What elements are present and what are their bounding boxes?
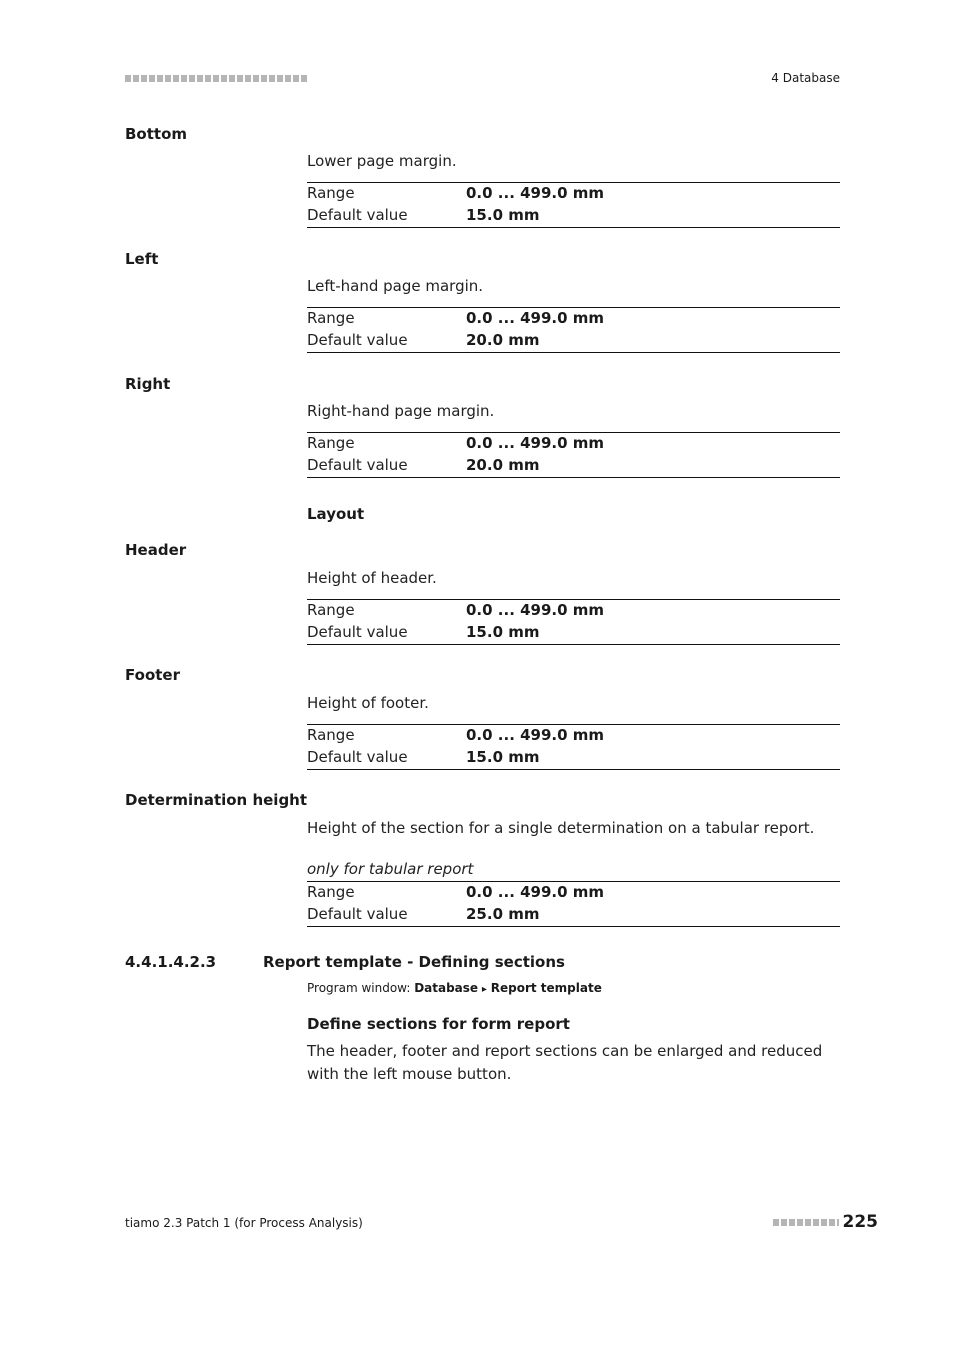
default-value: 15.0 mm xyxy=(466,623,540,641)
table-footer xyxy=(307,724,840,770)
default-label: Default value xyxy=(307,905,408,923)
table-row xyxy=(307,455,840,477)
range-value: 0.0 ... 499.0 mm xyxy=(466,883,605,901)
breadcrumb-prefix: Program window: xyxy=(307,981,411,995)
table-row xyxy=(307,205,840,227)
table-row xyxy=(307,882,840,904)
default-label: Default value xyxy=(307,456,408,474)
table-row xyxy=(307,308,840,330)
term-header: Header xyxy=(125,541,187,559)
table-row xyxy=(307,725,840,747)
breadcrumb-separator-icon: ▸ xyxy=(481,984,487,995)
page-number: 225 xyxy=(842,1212,878,1232)
breadcrumb-database: Database xyxy=(414,981,479,995)
table-row xyxy=(307,904,840,926)
table-row xyxy=(307,433,840,455)
desc-right: Right-hand page margin. xyxy=(307,402,495,420)
layout-heading: Layout xyxy=(307,505,365,523)
default-label: Default value xyxy=(307,331,408,349)
desc-determination-height: Height of the section for a single determination on a tabular report. xyxy=(307,819,815,837)
table-bottom xyxy=(307,182,840,228)
table-row xyxy=(307,183,840,205)
note-tabular-only: only for tabular report xyxy=(307,860,474,878)
range-label: Range xyxy=(307,883,355,901)
range-label: Range xyxy=(307,184,355,202)
term-right: Right xyxy=(125,375,171,393)
term-determination-height: Determination height xyxy=(125,791,308,809)
default-value: 15.0 mm xyxy=(466,206,540,224)
default-value: 20.0 mm xyxy=(466,456,540,474)
table-right xyxy=(307,432,840,478)
table-row xyxy=(307,600,840,622)
breadcrumb xyxy=(307,981,602,995)
default-label: Default value xyxy=(307,748,408,766)
range-label: Range xyxy=(307,309,355,327)
range-value: 0.0 ... 499.0 mm xyxy=(466,434,605,452)
term-left: Left xyxy=(125,250,159,268)
default-label: Default value xyxy=(307,206,408,224)
breadcrumb-report-template: Report template xyxy=(490,981,602,995)
desc-left: Left-hand page margin. xyxy=(307,277,484,295)
section-title: Report template - Defining sections xyxy=(263,953,565,971)
range-value: 0.0 ... 499.0 mm xyxy=(466,601,605,619)
range-value: 0.0 ... 499.0 mm xyxy=(466,184,605,202)
subheading-define-sections: Define sections for form report xyxy=(307,1015,570,1033)
range-label: Range xyxy=(307,601,355,619)
body-paragraph: The header, footer and report sections can be enlarged and reduced with the left mouse button. xyxy=(307,1042,823,1083)
desc-footer: Height of footer. xyxy=(307,694,429,712)
chapter-label: 4 Database xyxy=(771,71,840,85)
range-value: 0.0 ... 499.0 mm xyxy=(466,726,605,744)
term-footer: Footer xyxy=(125,666,180,684)
default-label: Default value xyxy=(307,623,408,641)
range-label: Range xyxy=(307,434,355,452)
desc-bottom: Lower page margin. xyxy=(307,152,457,170)
footer-product: tiamo 2.3 Patch 1 (for Process Analysis) xyxy=(125,1216,363,1230)
table-row xyxy=(307,622,840,644)
range-label: Range xyxy=(307,726,355,744)
default-value: 15.0 mm xyxy=(466,748,540,766)
desc-header: Height of header. xyxy=(307,569,437,587)
table-row xyxy=(307,330,840,352)
table-row xyxy=(307,747,840,769)
default-value: 25.0 mm xyxy=(466,905,540,923)
table-determination-height xyxy=(307,881,840,927)
default-value: 20.0 mm xyxy=(466,331,540,349)
table-left xyxy=(307,307,840,353)
header-decoration xyxy=(125,75,307,82)
term-bottom: Bottom xyxy=(125,125,188,143)
table-header xyxy=(307,599,840,645)
footer-decoration xyxy=(773,1219,839,1226)
range-value: 0.0 ... 499.0 mm xyxy=(466,309,605,327)
section-number: 4.4.1.4.2.3 xyxy=(125,953,217,971)
